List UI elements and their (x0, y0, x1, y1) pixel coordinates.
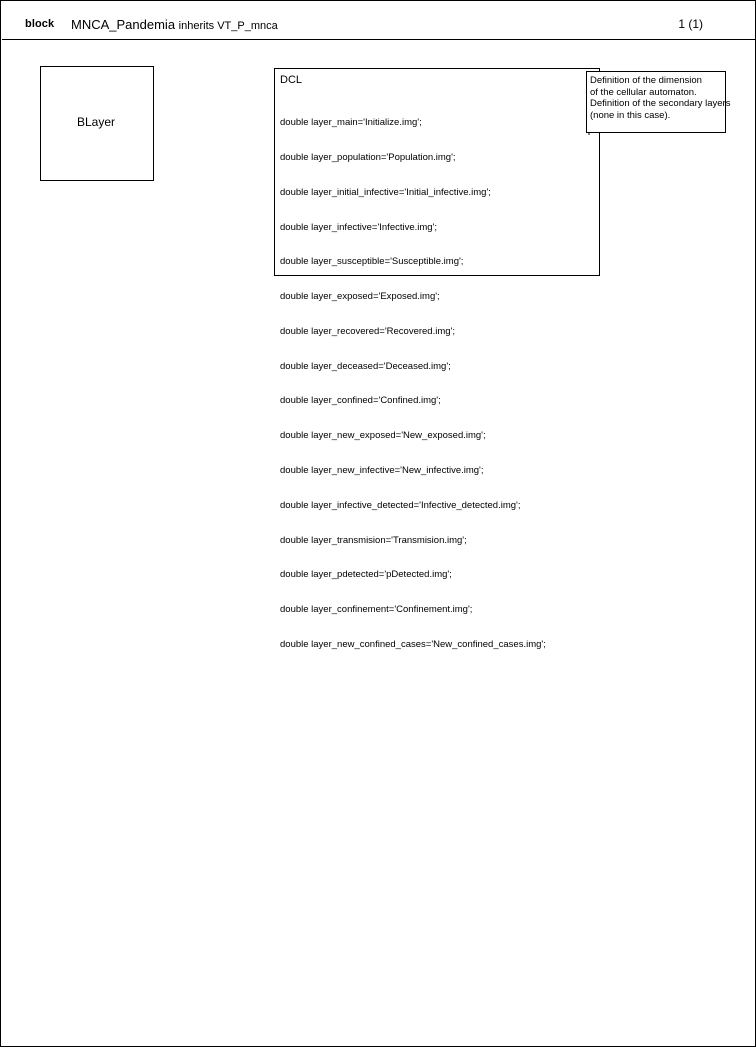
dcl-block-title: DCL (280, 74, 303, 86)
dcl-line: double layer_infective='Infective.img'; (280, 221, 438, 233)
note-callout-text (590, 75, 731, 121)
header-divider (2, 39, 756, 40)
dcl-line: double layer_initial_infective='Initial_infective.img'; (280, 186, 491, 198)
dcl-line: double layer_infective_detected='Infective_detected.img'; (280, 499, 521, 511)
dcl-line: double layer_transmision='Transmision.img'; (280, 534, 467, 546)
dcl-line: double layer_confinement='Confinement.img'; (280, 604, 473, 616)
dcl-line: double layer_new_exposed='New_exposed.img'; (280, 430, 486, 442)
dcl-line: double layer_recovered='Recovered.img'; (280, 325, 455, 337)
dcl-line: double layer_exposed='Exposed.img'; (280, 291, 440, 303)
note-line: of the cellular automaton. (590, 86, 697, 98)
dcl-line: double layer_main='Initialize.img'; (280, 117, 422, 129)
page-title-inherits: inherits VT_P_mnca (178, 20, 278, 32)
page-title (71, 17, 278, 32)
note-line: (none in this case). (590, 109, 671, 121)
dcl-line: double layer_deceased='Deceased.img'; (280, 360, 451, 372)
dcl-line: double layer_new_infective='New_infective.img'; (280, 465, 484, 476)
dcl-line: double layer_pdetected='pDetected.img'; (280, 569, 452, 581)
note-line: Definition of the secondary layers (590, 98, 731, 110)
blayer-block-label: BLayer (76, 115, 116, 129)
dcl-line: double layer_new_confined_cases='New_confined_cases.img'; (280, 638, 546, 650)
dcl-declaration-list (280, 94, 592, 674)
block-kind-label: block (25, 18, 55, 30)
dcl-line: double layer_confined='Confined.img'; (280, 395, 441, 407)
dcl-line: double layer_population='Population.img'; (280, 151, 456, 163)
page-title-main: MNCA_Pandemia (71, 17, 176, 32)
dcl-line: double layer_susceptible='Susceptible.img'; (280, 256, 464, 268)
note-line: Definition of the dimension (590, 75, 702, 86)
page-number: 1 (1) (678, 17, 703, 31)
